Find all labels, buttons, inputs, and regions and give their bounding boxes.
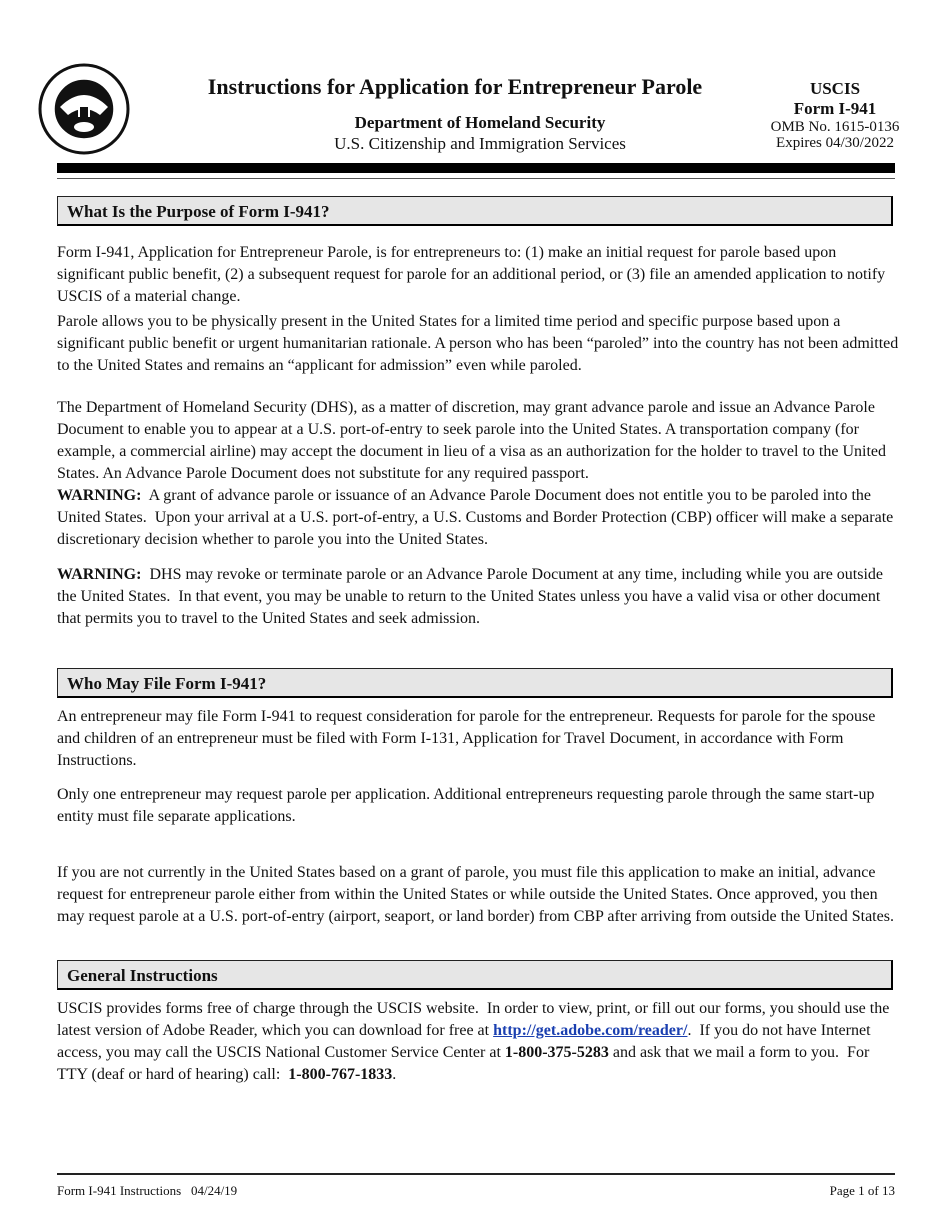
form-number: Form I-941	[793, 99, 877, 118]
section-heading-who-may-file: Who May File Form I-941?	[57, 668, 893, 698]
text: and ask that we mail a form to you. For TTY (deaf or hard of hearing) call:	[57, 1044, 873, 1083]
paragraph: If you are not currently in the United States based on a grant of parole, you must file this application to make an initial, advance request for entrepreneur parole either from within the United States or while outside the United States. Once approved, you then may request parole at a U.S. port-of-entry (airport, seaport, or land border) from CBP after arriving from outside the United States.	[57, 864, 894, 925]
footer-rule	[57, 1173, 895, 1175]
paragraph: Only one entrepreneur may request parole per application. Additional entrepreneurs requesting parole through the same start-up entity must file separate applications.	[57, 786, 875, 825]
paragraph: The Department of Homeland Security (DHS), as a matter of discretion, may grant advance parole and issue an Advance Parole Document to enable you to appear at a U.S. port-of-entry to seek parole into the United States. A transportation company (for example, a commercial airline) may accept the document in lieu of a visa as an authorization for the holder to travel to the United States. An Advance Parole Document does not substitute for any required passport.	[57, 399, 887, 482]
text: .	[392, 1066, 397, 1083]
phone-number: 1-800-375-5283	[504, 1044, 609, 1061]
text: . If you do not have Internet access, you may call the USCIS National Customer Service Center at	[57, 1022, 875, 1061]
warning-text: A grant of advance parole or issuance of an Advance Parole Document does not entitle you to be paroled into the United States. Upon your arrival at a U.S. port-of-entry, a U.S. Customs and Border Protection (CBP) officer will make a separate discretionary decision whether to parole you into the United States.	[57, 487, 898, 548]
warning-paragraph	[57, 485, 899, 551]
omb-number: OMB No. 1615-0136	[770, 119, 900, 135]
section-heading-purpose: What Is the Purpose of Form I-941?	[57, 196, 893, 226]
warning-paragraph	[57, 564, 899, 630]
adobe-reader-link[interactable]: http://get.adobe.com/reader/	[493, 1022, 688, 1039]
paragraph: An entrepreneur may file Form I-941 to request consideration for parole for the entrepreneur. Requests for parole for the spouse and children of an entrepreneur must be filed with Form I-131, Application for Travel Document, in accordance with Form Instructions.	[57, 708, 876, 769]
warning-label: WARNING:	[57, 566, 142, 583]
agency-name: U.S. Citizenship and Immigration Services	[334, 134, 626, 153]
header-thick-rule	[57, 163, 895, 173]
document-title: Instructions for Application for Entrepreneur Parole	[207, 74, 703, 99]
header-thin-rule	[57, 178, 895, 179]
page-number: Page 1 of 13	[829, 1183, 895, 1198]
paragraph: Parole allows you to be physically present in the United States for a limited time period and specific purpose based upon a significant public benefit or urgent humanitarian rationale. A person who has been “paroled” into the country has not been admitted to the United States and remains an “applicant for admission” even while paroled.	[57, 313, 899, 374]
tty-number: 1-800-767-1833	[288, 1066, 393, 1083]
warning-label: WARNING:	[57, 487, 142, 504]
warning-text: DHS may revoke or terminate parole or an Advance Parole Document at any time, including while you are outside the United States. In that event, you may be unable to return to the United States unless you have a valid visa or other document that permits you to travel to the United States and seek admission.	[57, 566, 888, 627]
form-agency: USCIS	[809, 79, 861, 98]
footer-form-info: Form I-941 Instructions 04/24/19	[57, 1183, 238, 1198]
paragraph: Form I-941, Application for Entrepreneur Parole, is for entrepreneurs to: (1) make an initial request for parole based upon significant public benefit, (2) a subsequent request for parole for an additional period, or (3) file an amended application to notify USCIS of a material change.	[57, 244, 886, 305]
department-name: Department of Homeland Security	[354, 113, 606, 132]
expiration-date: Expires 04/30/2022	[776, 135, 894, 151]
paragraph	[57, 998, 899, 1086]
section-heading-general-instructions: General Instructions	[57, 960, 893, 990]
text: USCIS provides forms free of charge through the USCIS website. In order to view, print, or fill out our forms, you should use the latest version of Adobe Reader, which you can download for free at	[57, 1000, 894, 1039]
